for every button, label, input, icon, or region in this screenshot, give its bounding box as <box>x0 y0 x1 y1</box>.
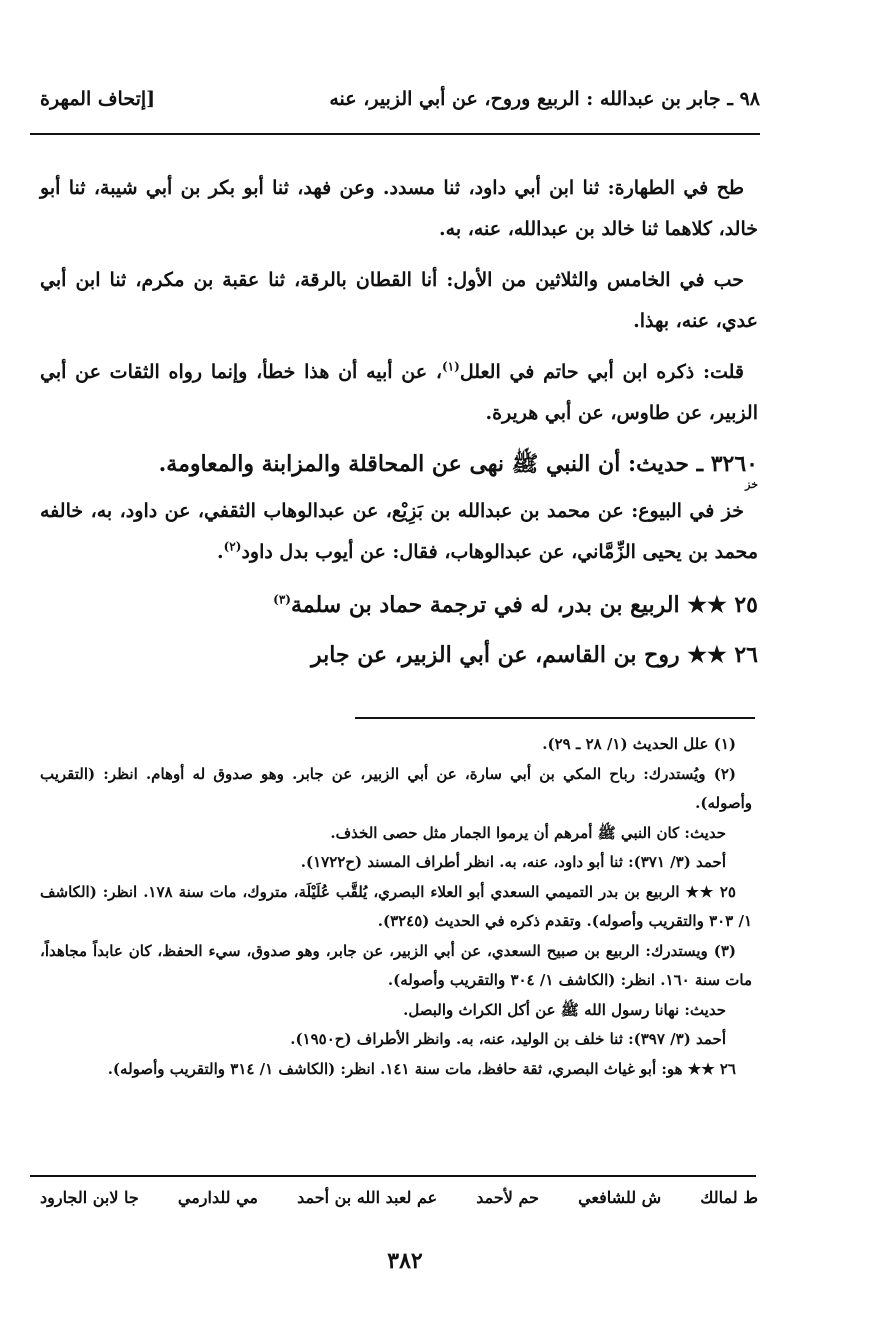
footnote-narrator-26: ٢٦ ★★ هو: أبو غياث البصري، ثقة حافظ، مات سنة ١٤١. انظر: (الكاشف ١/ ٣١٤ والتقريب وأصوله). <box>107 1059 736 1078</box>
footnote-ahmad-2: أحمد (٣/ ٣٩٧): ثنا خلف بن الوليد، عنه، به. وانظر الأطراف (ح١٩٥٠). <box>290 1030 726 1048</box>
paragraph-hib: حب في الخامس والثلاثين من الأول: أنا القطان بالرقة، ثنا عقبة بن مكرم، ثنا ابن أبي عدي، عنه، بهذا. <box>40 269 758 332</box>
paragraph-qultu <box>40 352 758 434</box>
main-text <box>40 168 758 683</box>
footnotes <box>40 730 752 1084</box>
footnote-2: (٢) ويُستدرك: رباح المكي بن أبي سارة، عن أبي الزبير، عن جابر. وهو صدوق له أوهام. انظر: (التقريب وأصوله). <box>40 764 752 812</box>
abbrev-shafii: ش للشافعي <box>578 1188 662 1207</box>
abbreviations-divider <box>30 1175 756 1177</box>
abbrev-malik: ط لمالك <box>700 1188 758 1207</box>
narrator-26: ٢٦ ★★ روح بن القاسم، عن أبي الزبير، عن جابر <box>310 642 758 668</box>
narrator-25-text: ٢٥ ★★ الربيع بن بدر، له في ترجمة حماد بن سلمة <box>290 592 758 618</box>
footnote-divider <box>355 717 755 719</box>
hadith-heading: ٣٢٦٠ ـ حديث: أن النبي ﷺ نهى عن المحاقلة والمزابنة والمعاومة. <box>158 451 758 477</box>
paragraph-khuz <box>40 491 758 573</box>
footnote-ref-1[interactable]: (١) <box>441 359 460 374</box>
header-divider <box>30 133 760 135</box>
footnote-3: (٣) ويستدرك: الربيع بن صبيح السعدي، عن أبي الزبير، عن جابر، وهو صدوق، سيء الحفظ، كان عابداً مجاهداً، مات سنة ١٦٠. انظر: (الكاشف ١/ ٣٠٤ والتقريب وأصوله). <box>40 941 752 989</box>
footnote-hadith-kurrath: حديث: نهانا رسول الله ﷺ عن أكل الكراث والبصل. <box>403 1000 726 1019</box>
abbrev-darimi: مي للدارمي <box>177 1188 258 1207</box>
abbrev-abdullah: عم لعبد الله بن أحمد <box>297 1188 438 1207</box>
page-number: ٣٨٢ <box>387 1248 423 1274</box>
abbreviations-key <box>40 1188 758 1218</box>
paragraph-qultu-text-2: ، عن أبيه أن هذا خطأ، وإنما رواه الثقات عن أبي الزبير، عن طاوس، عن أبي هريرة. <box>40 361 758 424</box>
running-header <box>40 84 760 114</box>
footnote-narrator-25: ٢٥ ★★ الربيع بن بدر التميمي السعدي أبو العلاء البصري، يُلقَّب عُلَيْلَة، متروك، مات سنة ١٧٨. انظر: (الكاشف ١/ ٣٠٣ والتقريب وأصوله). وتقدم ذكره في الحديث (٣٢٤٥). <box>40 882 752 930</box>
header-title: ٩٨ ـ جابر بن عبدالله : الربيع وروح، عن أبي الزبير، عنه <box>329 88 760 110</box>
footnote-1: (١) علل الحديث (١/ ٢٨ ـ ٢٩). <box>542 735 736 753</box>
abbrev-ahmad: حم لأحمد <box>476 1188 540 1207</box>
footnote-ahmad-1: أحمد (٣/ ٣٧١): ثنا أبو داود، عنه، به. انظر أطراف المسند (ح١٧٢٢). <box>300 853 726 871</box>
margin-code-marker: خز <box>745 478 758 491</box>
footnote-hadith-jimar: حديث: كان النبي ﷺ أمرهم أن يرموا الجمار مثل حصى الخذف. <box>330 823 726 842</box>
footnote-ref-2[interactable]: (٢) <box>223 539 242 554</box>
paragraph-tah: طح في الطهارة: ثنا ابن أبي داود، ثنا مسدد. وعن فهد، ثنا أبو بكر بن أبي شيبة، ثنا أبو خالد، كلاهما ثنا خالد بن عبدالله، عنه، به. <box>40 177 758 240</box>
abbrev-jarud: جا لابن الجارود <box>40 1188 139 1207</box>
narrator-25 <box>40 583 758 627</box>
paragraph-khuz-text-2: . <box>216 541 224 563</box>
footnote-ref-3[interactable]: (٣) <box>273 592 291 607</box>
paragraph-qultu-text-1: قلت: ذكره ابن أبي حاتم في العلل <box>459 361 744 383</box>
paragraph-khuz-text-1: خز في البيوع: عن محمد بن عبدالله بن بَزِيْع، عن عبدالوهاب الثقفي، عن داود، به، خالفه محمد بن يحيى الزِّمَّاني، عن عبدالوهاب، فقال: عن أيوب بدل داود <box>40 500 758 563</box>
header-book-name: [إتحاف المهرة <box>40 88 156 110</box>
